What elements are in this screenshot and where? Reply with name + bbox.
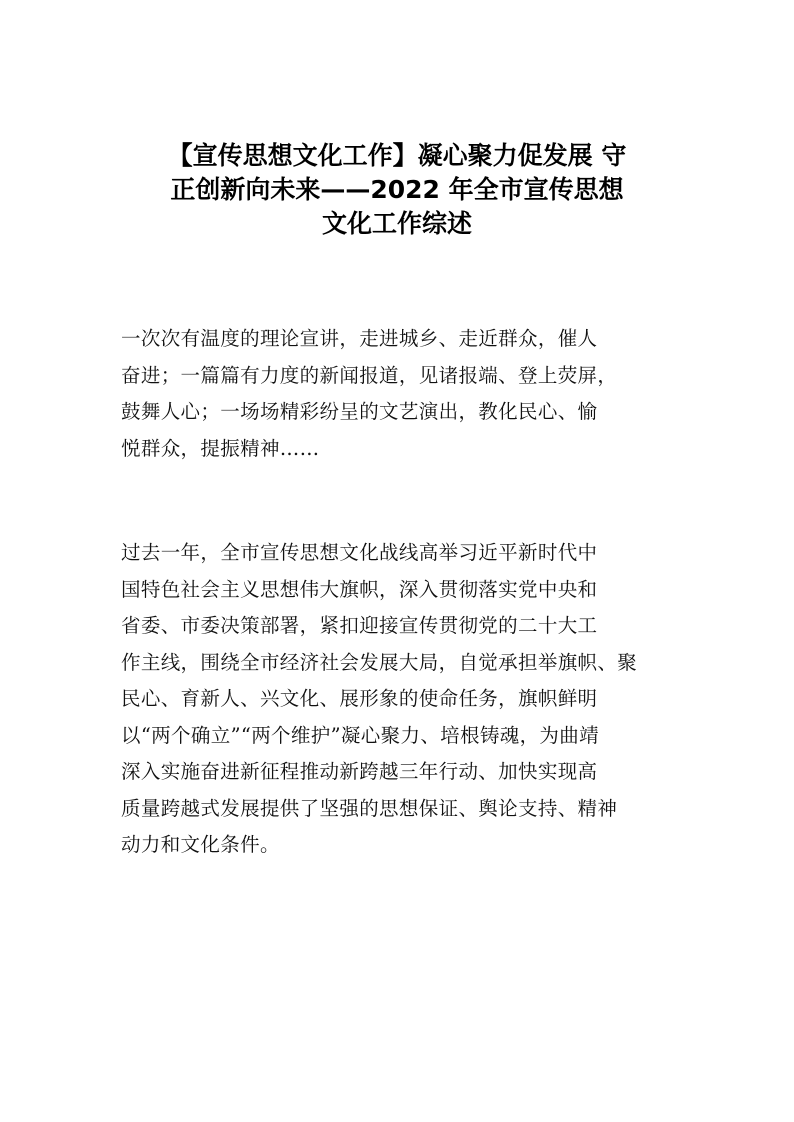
paragraph-line: 以“两个确立”“两个维护”凝心聚力、培根铸魂，为曲靖 [121, 723, 599, 747]
intro-paragraph [121, 321, 681, 467]
paragraph-line: 民心、育新人、兴文化、展形象的使命任务，旗帜鲜明 [121, 687, 598, 710]
paragraph-line: 一次次有温度的理论宣讲，走进城乡、走近群众，催人 [121, 327, 598, 350]
paragraph-line: 省委、市委决策部署，紧扣迎接宣传贯彻党的二十大工 [121, 614, 598, 637]
paragraph-line: 悦群众，提振精神…… [121, 436, 320, 460]
title-line: 正创新向未来——2022 年全市宣传思想 [170, 175, 624, 204]
paragraph-line: 鼓舞人心；一场场精彩纷呈的文艺演出，教化民心、愉 [121, 400, 598, 423]
paragraph-line: 质量跨越式发展提供了坚强的思想保证、舆论支持、精神 [121, 796, 618, 820]
paragraph-line: 深入实施奋进新征程推动新跨越三年行动、加快实现高 [121, 760, 598, 783]
paragraph-line: 作主线，围绕全市经济社会发展大局，自觉承担举旗帜、聚 [121, 650, 638, 674]
title-line: 【宣传思想文化工作】凝心聚力促发展 守 [167, 141, 627, 170]
paragraph-line: 国特色社会主义思想伟大旗帜，深入贯彻落实党中央和 [121, 577, 598, 601]
paragraph-line: 奋进；一篇篇有力度的新闻报道，见诸报端、登上荧屏， [121, 363, 618, 387]
body-paragraph [121, 535, 681, 864]
title-line: 文化工作综述 [321, 209, 472, 238]
paragraph-line: 动力和文化条件。 [121, 833, 280, 856]
document-title [120, 139, 674, 241]
paragraph-line: 过去一年，全市宣传思想文化战线高举习近平新时代中 [121, 541, 598, 564]
